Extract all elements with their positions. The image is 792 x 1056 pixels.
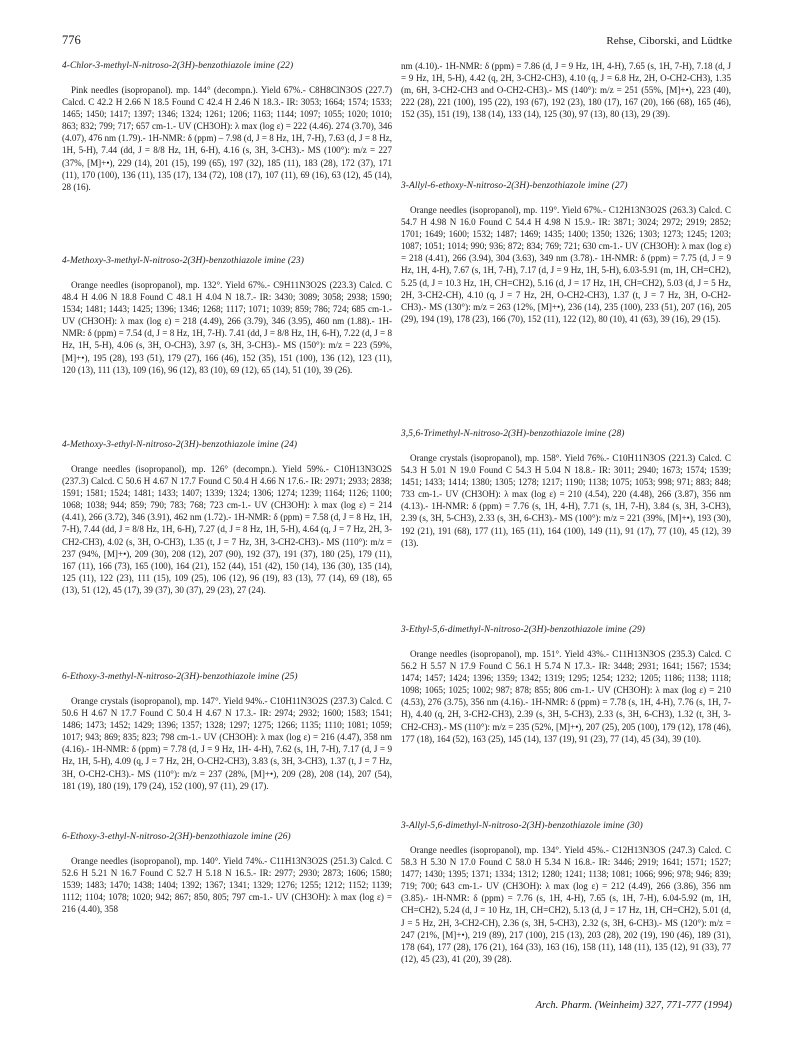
compound-entry-22 (62, 60, 392, 255)
compound-entry-25 (62, 671, 392, 831)
running-head-authors: Rehse, Ciborski, and Lüdtke (606, 35, 732, 47)
compound-title: 4-Methoxy-3-ethyl-N-nitroso-2(3H)-benzothiazole imine (24) (62, 440, 298, 450)
compound-description: Orange needles (isopropanol), mp. 140°. Yield 74%.- C11H13N3O2S (251.3) Calcd. C 52.6 H 5.21 N 16.7 Found C 52.7 H 5.18 N 16.5.- IR: 2977; 2930; 2873; 1606; 1580; 1539; 1483; 1470; 1438; 1404; 1392; 1367; 1341; 1329; 1276; 1255; 1212; 1152; 1139; 1112; 1104; 1078; 1020; 942; 867; 850, 805; 797 cm-1.- UV (CH3OH): λ max (log ε) = 216 (4.40), 358 (62, 856, 392, 915)
compound-entry-30 (401, 820, 731, 965)
compound-title: 3,5,6-Trimethyl-N-nitroso-2(3H)-benzothiazole imine (28) (401, 429, 625, 439)
compound-description: Orange crystals (isopropanol), mp. 147°. Yield 94%.- C10H11N3O2S (237.3) Calcd. C 50.6 H 4.67 N 17.7 Found C 50.4 H 4.67 N 17.3.- IR: 2974; 2932; 1600; 1583; 1541; 1486; 1473; 1452; 1429; 1396; 1357; 1328; 1297; 1275; 1266; 1135; 1110; 1081; 1059; 1017; 943; 869; 835; 823; 798 cm-1.- UV (CH3OH): λ max (log ε) = 216 (4.47), 358 nm (4.16).- 1H-NMR: δ (ppm) = 7.78 (d, J = 9 Hz, 1H- 4-H), 7.62 (s, 1H, 7-H), 7.17 (d, J = 9 Hz, 1H, 5-H), 4.09 (q, J = 7 Hz, 2H, O-CH2-CH3), 3.83 (s, 3H, 3-CH3), 1.37 (t, J = 7 Hz, 3H, O-CH2-CH3).- MS (110°): m/z = 237 (28%, [M]+•), 209 (28), 208 (14), 207 (54), 181 (19), 180 (19), 179 (24), 152 (100), 97 (11), 29 (17). (62, 696, 392, 791)
compound-description: Orange needles (isopropanol), mp. 132°. Yield 67%.- C9H11N3O2S (223.3) Calcd. C 48.4 H 4.06 N 18.8 Found C 48.1 H 4.04 N 18.7.- IR: 3430; 3089; 3058; 2938; 1590; 1534; 1481; 1443; 1425; 1396; 1346; 1268; 1117; 1071; 1039; 859; 786; 724; 685 cm-1.- UV (CH3OH): λ max (log ε) = 218 (4.49), 266 (3.79), 346 (3.95), 460 nm (1.88).- 1H-NMR: δ (ppm) = 7.54 (d, J = 8 Hz, 1H, 7-H). 7.41 (dd, J = 8/8 Hz, 1H, 6-H), 7.22 (d, J = 8 Hz, 1H, 5-H), 4.06 (s, 3H, O-CH3), 3.97 (s, 3H, 3-CH3).- MS (150°): m/z = 223 (59%, [M]+•), 195 (28), 193 (51), 179 (27), 166 (46), 152 (35), 151 (100), 136 (12), 123 (11), 120 (13), 111 (13), 109 (16), 96 (12), 83 (10), 69 (12), 65 (14), 51 (10), 39 (26). (62, 280, 392, 375)
compound-title: 3-Ethyl-5,6-dimethyl-N-nitroso-2(3H)-benzothiazole imine (29) (401, 625, 645, 635)
compound-title: 3-Allyl-5,6-dimethyl-N-nitroso-2(3H)-benzothiazole imine (30) (401, 821, 643, 831)
right-column (401, 60, 731, 965)
compound-entry-23 (62, 255, 392, 439)
compound-entry-26-continued (401, 60, 731, 180)
compound-description: Orange needles (isopropanol), mp. 126° (decompn.). Yield 59%.- C10H13N3O2S (237.3) Calcd. C 50.6 H 4.67 N 17.7 Found C 50.4 H 4.66 N 17.6.- IR: 2971; 2933; 2838; 1591; 1581; 1524; 1481; 1433; 1407; 1339; 1324; 1306; 1274; 1239; 1164; 1126; 1100; 1068; 1038; 944; 859; 790; 783; 768; 723 cm-1.- UV (CH3OH): λ max (log ε) = 214 (4.41), 266 (3.72), 346 (3.91), 462 nm (1.72).- 1H-NMR: δ (ppm) = 7.58 (d, J = 8 Hz, 1H, 7-H), 7.44 (dd, J = 8/8 Hz, 1H, 6-H), 7.27 (d, J = 8 Hz, 1H, 5-H), 4.64 (q, J = 7 Hz, 2H, 3-CH2-CH3), 4.02 (s, 3H, O-CH3), 1.35 (t, J = 7 Hz, 3H, 3-CH2-CH3).- MS (110°): m/z = 237 (94%, [M]+•), 209 (30), 208 (12), 207 (90), 192 (37), 191 (37), 180 (25), 179 (11), 167 (11), 166 (73), 165 (100), 164 (21), 152 (44), 151 (42), 150 (14), 136 (30), 135 (14), 125 (11), 122 (23), 111 (15), 109 (25), 106 (12), 96 (19), 83 (13), 77 (14), 69 (18), 65 (13), 51 (12), 45 (17), 39 (37), 30 (37), 29 (23), 27 (24). (62, 464, 392, 595)
left-column (62, 60, 392, 915)
compound-description: Orange needles (isopropanol), mp. 151°. Yield 43%.- C11H13N3OS (235.3) Calcd. C 56.2 H 5.57 N 17.9 Found C 56.1 H 5.74 N 17.3.- IR: 3448; 2931; 1641; 1567; 1534; 1474; 1457; 1424; 1396; 1359; 1342; 1319; 1295; 1254; 1232; 1205; 1186; 1138; 1118; 1098; 1065; 1025; 1002; 987; 878; 855; 806 cm-1.- UV (CH3OH): λ max (log ε) = 210 (4.53), 276 (3.75), 356 nm (4.16).- 1H-NMR: δ (ppm) = 7.78 (s, 1H, 4-H), 7.76 (s, 1H, 7-H), 4.40 (q, 2H, 3-CH2-CH3), 2.39 (s, 3H, 5-CH3), 2.33 (s, 3H, 6-CH3), 1.32 (t, 3H, 3-CH2-CH3).- MS (110°): m/z = 235 (52%, [M]+•), 207 (25), 205 (100), 179 (12), 178 (46), 177 (18), 164 (52), 163 (25), 145 (14), 137 (19), 91 (23), 77 (14), 45 (34), 39 (10). (401, 649, 731, 744)
compound-entry-28 (401, 428, 731, 624)
compound-entry-27 (401, 180, 731, 428)
compound-entry-26 (62, 831, 392, 915)
compound-description: Pink needles (isopropanol). mp. 144° (decompn.). Yield 67%.- C8H8ClN3OS (227.7) Calcd. C 42.2 H 2.66 N 18.5 Found C 42.4 H 2.46 N 18.3.- IR: 3053; 1664; 1574; 1533; 1465; 1450; 1417; 1397; 1346; 1324; 1261; 1206; 1163; 1144; 1097; 1055; 1020; 1010; 863; 832; 799; 717; 657 cm-1.- UV (CH3OH): λ max (log ε) = 222 (4.46). 274 (3.70), 346 (4.07), 476 nm (1.79).- 1H-NMR: δ (ppm) – 7.98 (d, J = 8 Hz, 1H, 7-H), 7.63 (d, J = 8 Hz, 1H, 5-H), 7.44 (dd, J = 8/8 Hz, 1H, 6-H), 4.16 (s, 3H, 3-CH3).- MS (100°): m/z = 227 (37%, [M]+•), 229 (14), 201 (15), 199 (65), 197 (32), 185 (11), 183 (28), 172 (37), 171 (11), 170 (100), 136 (11), 135 (17), 134 (72), 108 (17), 107 (11), 69 (16), 63 (12), 45 (14), 28 (16). (62, 85, 392, 192)
compound-title: 6-Ethoxy-3-methyl-N-nitroso-2(3H)-benzothiazole imine (25) (62, 672, 298, 682)
compound-entry-29 (401, 624, 731, 820)
journal-citation: Arch. Pharm. (Weinheim) 327, 771-777 (1994) (535, 1000, 732, 1011)
compound-description: Orange needles (isopropanol), mp. 119°. Yield 67%.- C12H13N3O2S (263.3) Calcd. C 54.7 H 4.98 N 16.0 Found C 54.4 H 4.98 N 15.9.- IR: 3871; 3024; 2972; 2919; 2852; 1701; 1649; 1600; 1532; 1487; 1469; 1435; 1400; 1350; 1326; 1303; 1273; 1245; 1203; 1087; 1051; 1014; 990; 936; 872; 834; 769; 721; 630 cm-1.- UV (CH3OH): λ max (log ε) = 218 (4.41), 266 (3.94), 304 (3.63), 349 nm (3.78).- 1H-NMR: δ (ppm) = 7.75 (d, J = 9 Hz, 1H, 4-H), 7.67 (s, 1H, 7-H), 7.17 (d, J = 9 Hz, 1H, 5-H), 6.03-5.91 (m, 1H, CH=CH2), 5.25 (d, J = 10.3 Hz, 1H, CH=CH2), 5.16 (d, J = 17 Hz, 1H, CH=CH2), 5.03 (d, J = 5 Hz, 2H, 3-CH2-CH), 4.10 (q, J = 7 Hz, 2H, O-CH2-CH3), 1.37 (t, J = 7 Hz, 3H, O-CH2-CH3).- MS (130°): m/z = 263 (12%, [M]+•), 236 (14), 235 (100), 233 (51), 207 (16), 205 (29), 194 (19), 178 (23), 166 (70), 152 (11), 122 (12), 80 (10), 41 (63), 39 (16), 29 (15). (401, 205, 731, 324)
compound-description: Orange needles (isopropanol), mp. 134°. Yield 45%.- C12H13N3OS (247.3) Calcd. C 58.3 H 5.30 N 17.0 Found C 58.0 H 5.34 N 16.8.- IR: 3446; 2919; 1641; 1571; 1527; 1477; 1430; 1395; 1371; 1334; 1312; 1280; 1241; 1138; 1081; 1066; 996; 978; 946; 839; 719; 700; 643 cm-1.- UV (CH3OH): λ max (log ε) = 212 (4.49), 266 (3.86), 356 nm (3.85).- 1H-NMR: δ (ppm) = 7.76 (s, 1H, 4-H), 7.65 (s, 1H, 7-H), 6.04-5.92 (m, 1H, CH=CH2), 5.24 (d, J = 10 Hz, 1H, CH=CH2), 5.13 (d, J = 17 Hz, 1H, CH=CH2), 5.01 (d, J = 5 Hz, 2H, 3-CH2-CH), 2.36 (s, 3H, 5-CH3), 2.32 (s, 3H, 6-CH3).- MS (120°): m/z = 247 (21%, [M]+•), 219 (89), 217 (100), 215 (13), 203 (28), 202 (19), 190 (46), 189 (31), 178 (64), 177 (28), 176 (21), 164 (33), 163 (16), 158 (11), 148 (11), 135 (12), 91 (33), 77 (12), 45 (23), 41 (20), 39 (28). (401, 845, 731, 964)
compound-description: Orange crystals (isopropanol), mp. 158°. Yield 76%.- C10H11N3OS (221.3) Calcd. C 54.3 H 5.01 N 19.0 Found C 54.3 H 5.04 N 18.8.- IR: 3011; 2940; 1673; 1574; 1539; 1451; 1433; 1414; 1380; 1305; 1278; 1217; 1190; 1138; 1075; 1053; 998; 971; 883; 848; 733 cm-1.- UV (CH3OH): λ max (log ε) = 210 (4.54), 220 (4.48), 266 (3.87), 356 nm (4.13).- 1H-NMR: δ (ppm) = 7.76 (s, 1H, 4-H), 7.71 (s, 1H, 7-H), 3.84 (s, 3H, 3-CH3), 2.39 (s, 3H, 5-CH3), 2.33 (s, 3H, 6-CH3).- MS (100°): m/z = 221 (39%, [M]+•), 193 (30), 192 (21), 191 (68), 177 (11), 165 (11), 164 (100), 149 (11), 91 (17), 77 (10), 45 (12), 39 (13). (401, 453, 731, 548)
compound-description-continued: nm (4.10).- 1H-NMR: δ (ppm) = 7.86 (d, J = 9 Hz, 1H, 4-H), 7.65 (s, 1H, 7-H), 7.18 (d, J = 9 Hz, 1H, 5-H), 4.42 (q, 2H, 3-CH2-CH3), 4.10 (q, J = 6.8 Hz, 2H, O-CH2-CH3), 1.35 (m, 6H, 3-CH2-CH3 and O-CH2-CH3).- MS (140°): m/z = 251 (55%, [M]+•), 223 (40), 222 (28), 221 (100), 195 (22), 193 (67), 192 (23), 180 (17), 167 (20), 166 (68), 165 (46), 152 (35), 151 (19), 138 (14), 133 (14), 125 (30), 97 (13), 80 (13), 29 (39). (401, 61, 731, 120)
compound-title: 4-Chlor-3-methyl-N-nitroso-2(3H)-benzothiazole imine (22) (62, 61, 294, 71)
compound-title: 6-Ethoxy-3-ethyl-N-nitroso-2(3H)-benzothiazole imine (26) (62, 832, 291, 842)
compound-title: 4-Methoxy-3-methyl-N-nitroso-2(3H)-benzothiazole imine (23) (62, 256, 304, 266)
compound-entry-24 (62, 439, 392, 671)
compound-title: 3-Allyl-6-ethoxy-N-nitroso-2(3H)-benzothiazole imine (27) (401, 181, 628, 191)
page-number: 776 (62, 33, 81, 47)
